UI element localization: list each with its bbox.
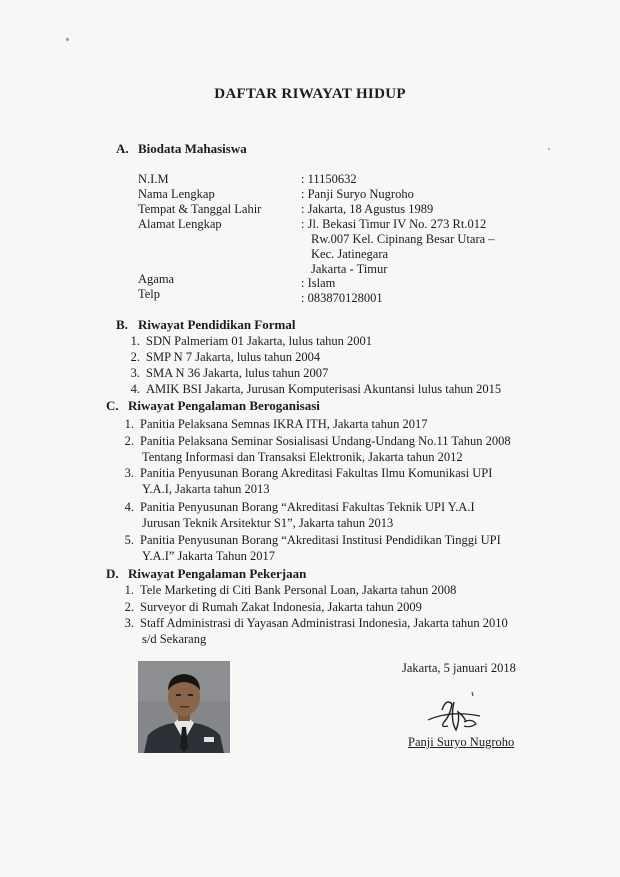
item-number: 1.: [130, 334, 140, 348]
list-item: [124, 334, 372, 349]
section-title: Biodata Mahasiswa: [138, 141, 247, 156]
item-text: Staff Administrasi di Yayasan Administrasi Indonesia, Jakarta tahun 2010: [140, 616, 508, 630]
alamat-value: : Jl. Bekasi Timur IV No. 273 Rt.012: [301, 217, 487, 231]
item-text: Surveyor di Rumah Zakat Indonesia, Jakarta tahun 2009: [140, 600, 422, 614]
telp-value: : 083870128001: [301, 291, 383, 305]
list-item: [118, 417, 427, 432]
section-b-heading: [116, 317, 295, 333]
item-number: 1.: [124, 417, 134, 431]
item-number: 2.: [124, 600, 134, 614]
item-text: SMA N 36 Jakarta, lulus tahun 2007: [146, 366, 329, 380]
profile-photo: [138, 661, 230, 753]
item-text: Panitia Pelaksana Semnas IKRA ITH, Jakarta tahun 2017: [140, 417, 428, 431]
item-number: 3.: [124, 616, 134, 630]
item-continuation: Tentang Informasi dan Transaksi Elektronik, Jakarta tahun 2012: [142, 450, 463, 464]
item-number: 3.: [130, 366, 140, 380]
nim-value: : 11150632: [301, 172, 357, 186]
item-continuation: s/d Sekarang: [142, 632, 207, 646]
telp-label: Telp: [138, 287, 161, 301]
item-text: Tele Marketing di Citi Bank Personal Loan, Jakarta tahun 2008: [140, 583, 457, 597]
nama-label: Nama Lengkap: [138, 187, 215, 201]
item-text: Panitia Penyusunan Borang Akreditasi Fakultas Ilmu Komunikasi UPI: [140, 466, 493, 480]
item-text: Panitia Penyusunan Borang “Akreditasi Fakultas Teknik UPI Y.A.I: [140, 500, 475, 514]
section-letter: C.: [106, 398, 119, 413]
list-item: [118, 616, 508, 631]
section-title: Riwayat Pengalaman Beroganisasi: [128, 398, 320, 413]
section-letter: A.: [116, 141, 129, 156]
alamat-label: Alamat Lengkap: [138, 217, 222, 231]
ttl-value: : Jakarta, 18 Agustus 1989: [301, 202, 434, 216]
list-item: [118, 583, 456, 598]
list-item: [118, 434, 511, 449]
item-continuation: Y.A.I” Jakarta Tahun 2017: [142, 549, 276, 563]
list-item: [124, 350, 320, 365]
item-text: Panitia Penyusunan Borang “Akreditasi Institusi Pendidikan Tinggi UPI: [140, 533, 501, 547]
place-date: Jakarta, 5 januari 2018: [402, 661, 516, 675]
section-title: Riwayat Pengalaman Pekerjaan: [128, 566, 307, 581]
item-number: 4.: [124, 500, 134, 514]
signature-icon: [420, 690, 500, 738]
item-text: SDN Palmeriam 01 Jakarta, lulus tahun 2001: [146, 334, 373, 348]
list-item: [118, 600, 422, 615]
section-letter: D.: [106, 566, 119, 581]
paper-speck: [66, 38, 69, 41]
item-number: 2.: [124, 434, 134, 448]
section-d-heading: [106, 566, 306, 582]
section-c-heading: [106, 398, 320, 414]
ttl-label: Tempat & Tanggal Lahir: [138, 202, 262, 216]
section-letter: B.: [116, 317, 128, 332]
alamat-line: Kec. Jatinegara: [311, 247, 389, 261]
list-item: [124, 366, 328, 381]
item-number: 2.: [130, 350, 140, 364]
agama-label: Agama: [138, 272, 175, 286]
list-item: [118, 533, 501, 548]
list-item: [118, 500, 475, 515]
list-item: [118, 466, 492, 481]
alamat-line: Jakarta - Timur: [311, 262, 388, 276]
item-number: 4.: [130, 382, 140, 396]
section-title: Riwayat Pendidikan Formal: [138, 317, 296, 332]
document-title: DAFTAR RIWAYAT HIDUP: [214, 86, 406, 102]
paper-speck: [548, 148, 550, 150]
person-photo-illustration: [138, 661, 230, 753]
item-text: AMIK BSI Jakarta, Jurusan Komputerisasi Akuntansi lulus tahun 2015: [146, 382, 502, 396]
item-continuation: Y.A.I, Jakarta tahun 2013: [142, 482, 270, 496]
item-number: 1.: [124, 583, 134, 597]
item-continuation: Jurusan Teknik Arsitektur S1”, Jakarta tahun 2013: [142, 516, 394, 530]
item-text: SMP N 7 Jakarta, lulus tahun 2004: [146, 350, 321, 364]
agama-value: : Islam: [301, 276, 336, 290]
nim-label: N.I.M: [138, 172, 169, 186]
item-number: 3.: [124, 466, 134, 480]
section-a-heading: [116, 141, 247, 157]
signatory-name: Panji Suryo Nugroho: [408, 735, 515, 749]
nama-value: : Panji Suryo Nugroho: [301, 187, 414, 201]
list-item: [124, 382, 501, 397]
alamat-line: Rw.007 Kel. Cipinang Besar Utara –: [311, 232, 495, 246]
item-number: 5.: [124, 533, 134, 547]
item-text: Panitia Pelaksana Seminar Sosialisasi Undang-Undang No.11 Tahun 2008: [140, 434, 511, 448]
